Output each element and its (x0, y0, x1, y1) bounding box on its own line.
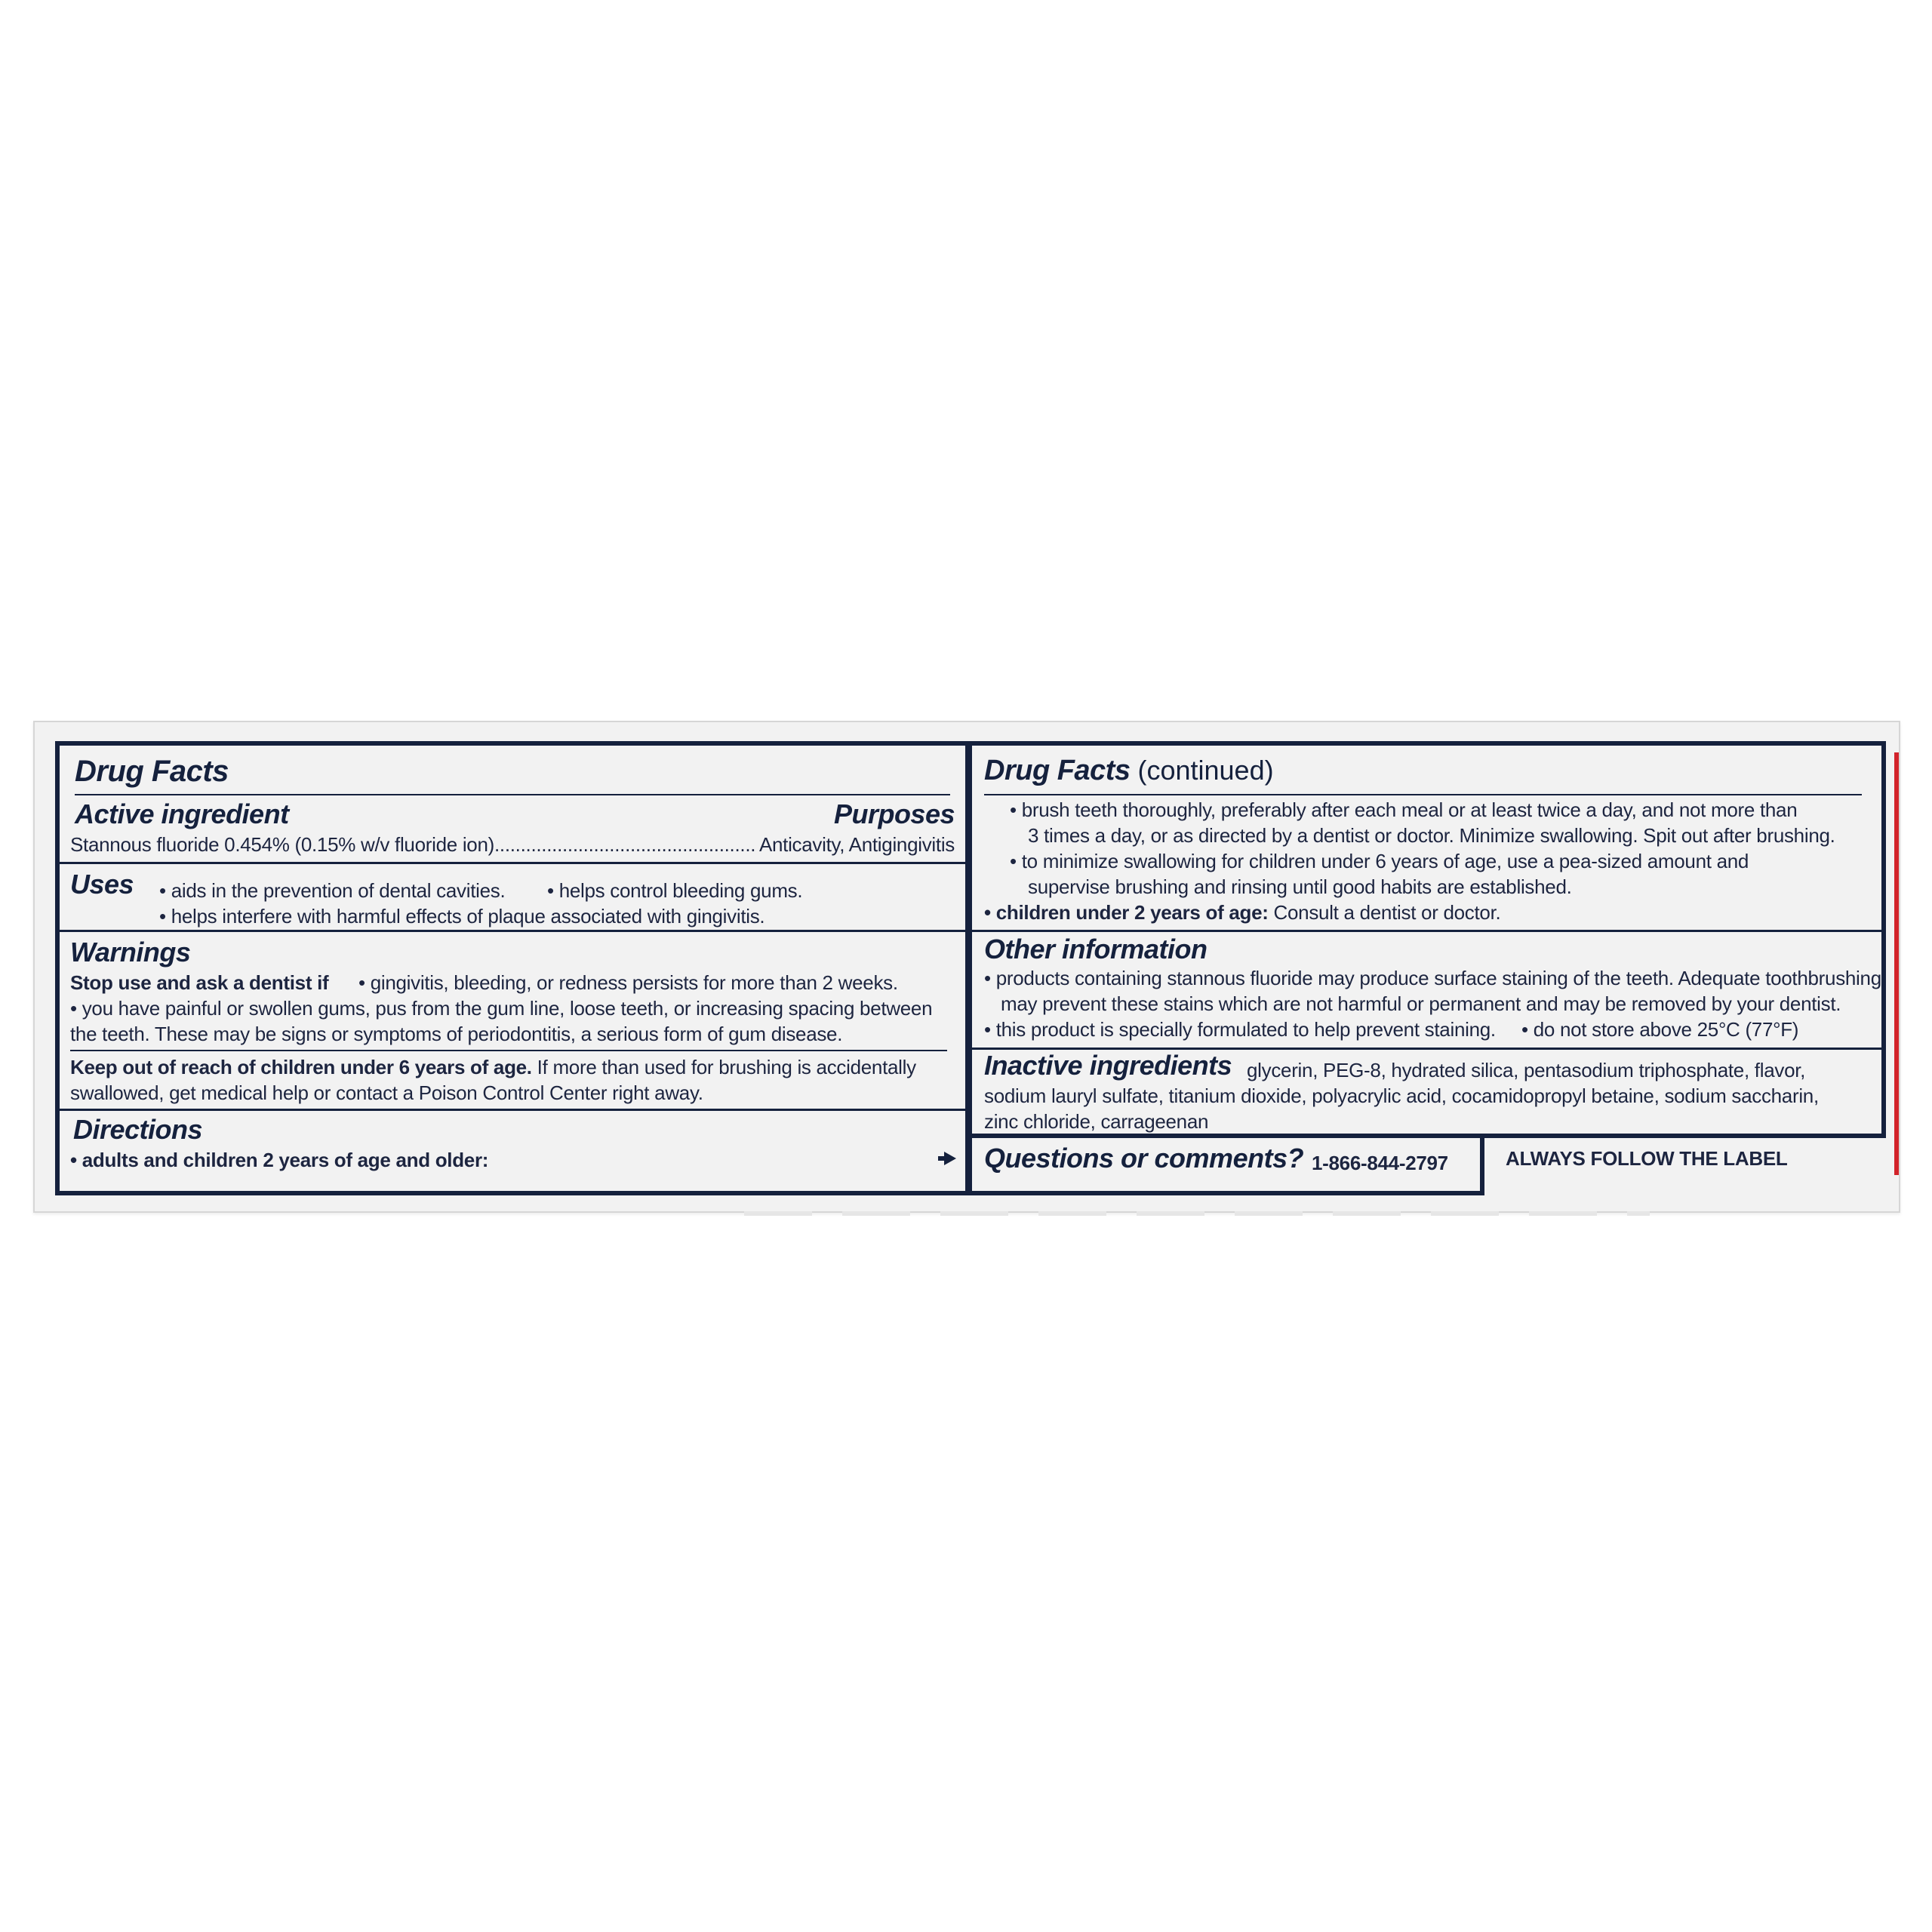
active-ingredient-name: Stannous fluoride 0.454% (0.15% w/v fluoride ion) (70, 833, 494, 856)
questions-phone[interactable]: 1-866-844-2797 (1312, 1152, 1448, 1174)
panel-shadow-stripe (744, 1211, 1650, 1216)
title-rule (75, 794, 950, 795)
directions-children-line1: • to minimize swallowing for children under 6 years of age, use a pea-sized amount and (1010, 850, 1749, 872)
warnings-heading: Warnings (70, 937, 191, 968)
warnings-rule (70, 1050, 947, 1051)
keep-out-line2: swallowed, get medical help or contact a Poison Control Center right away. (70, 1081, 703, 1104)
other-info-formulated: • this product is specially formulated to help prevent staining. (984, 1018, 1496, 1041)
stop-use-label: Stop use and ask a dentist if (70, 971, 329, 994)
uses-box (55, 862, 970, 932)
inactive-ingredients-line1: glycerin, PEG-8, hydrated silica, pentasodium triphosphate, flavor, (1247, 1059, 1806, 1081)
inactive-ingredients-line3: zinc chloride, carrageenan (984, 1110, 1209, 1133)
drug-facts-title: Drug Facts (75, 755, 229, 788)
directions-brush-line2: 3 times a day, or as directed by a dentist or doctor. Minimize swallowing. Spit out after brushing. (1028, 824, 1835, 847)
children-under-2-text: Consult a dentist or doctor. (1268, 901, 1501, 924)
other-information-box (970, 930, 1886, 1050)
directions-brush-line1: • brush teeth thoroughly, preferably after each meal or at least twice a day, and not more than (1010, 798, 1798, 821)
other-info-staining-line1: • products containing stannous fluoride may produce surface staining of the teeth. Adequate toothbrushing (984, 967, 1881, 989)
keep-out-label: Keep out of reach of children under 6 years of age. (70, 1056, 532, 1078)
continued-title-main: Drug Facts (984, 755, 1131, 786)
directions-children-line2: supervise brushing and rinsing until good habits are established. (1028, 875, 1572, 898)
uses-heading: Uses (70, 869, 134, 900)
drug-facts-right-column (970, 741, 1886, 1195)
uses-item-cavities: • aids in the prevention of dental cavities. (159, 879, 506, 902)
directions-item-adults: • adults and children 2 years of age and older: (70, 1149, 489, 1171)
drug-facts-continued-title (984, 755, 1274, 787)
continued-title-rule (984, 794, 1862, 795)
drug-facts-panel (33, 721, 1900, 1213)
uses-item-plaque: • helps interfere with harmful effects of plaque associated with gingivitis. (159, 905, 765, 928)
questions-heading: Questions or comments? (984, 1143, 1304, 1174)
always-follow-label: ALWAYS FOLLOW THE LABEL (1506, 1147, 1788, 1170)
directions-box (55, 1109, 970, 1195)
directions-under-2 (984, 900, 1500, 925)
purposes-heading: Purposes (833, 798, 955, 829)
warnings-box (55, 930, 970, 1111)
children-under-2-label: • children under 2 years of age: (984, 901, 1269, 924)
questions-box (970, 1134, 1484, 1195)
active-ingredient-box (55, 741, 970, 864)
dot-leader: .................................................. (494, 833, 756, 856)
directions-continued-box (970, 741, 1886, 932)
continued-title-suffix: (continued) (1130, 755, 1274, 786)
other-info-storage: • do not store above 25°C (77°F) (1521, 1018, 1799, 1041)
active-ingredient-heading: Active ingredient (75, 798, 289, 829)
uses-item-bleeding-gums: • helps control bleeding gums. (547, 879, 803, 902)
inactive-ingredients-heading: Inactive ingredients (984, 1050, 1232, 1081)
active-ingredient-purpose: Anticavity, Antigingivitis (758, 833, 955, 856)
directions-heading: Directions (73, 1114, 203, 1145)
active-ingredient-row (70, 832, 955, 857)
red-package-edge (1894, 752, 1899, 1175)
stop-use-item-gums-line1: • you have painful or swollen gums, pus from the gum line, loose teeth, or increasing spacing between (70, 997, 933, 1020)
inactive-ingredients-line2: sodium lauryl sulfate, titanium dioxide, polyacrylic acid, cocamidopropyl betaine, sodium saccharin, (984, 1084, 1819, 1107)
keep-out-text-1: If more than used for brushing is accidentally (531, 1056, 916, 1078)
stop-use-item-gingivitis: • gingivitis, bleeding, or redness persists for more than 2 weeks. (358, 971, 898, 994)
other-info-staining-line2: may prevent these stains which are not harmful or permanent and may be removed by your dentist. (1001, 992, 1841, 1015)
inactive-ingredients-box (970, 1048, 1886, 1138)
keep-out-line1 (70, 1054, 916, 1080)
other-information-heading: Other information (984, 934, 1208, 964)
drug-facts-left-column (55, 741, 970, 1195)
stop-use-item-gums-line2: the teeth. These may be signs or symptoms of periodontitis, a serious form of gum disease. (70, 1023, 843, 1045)
